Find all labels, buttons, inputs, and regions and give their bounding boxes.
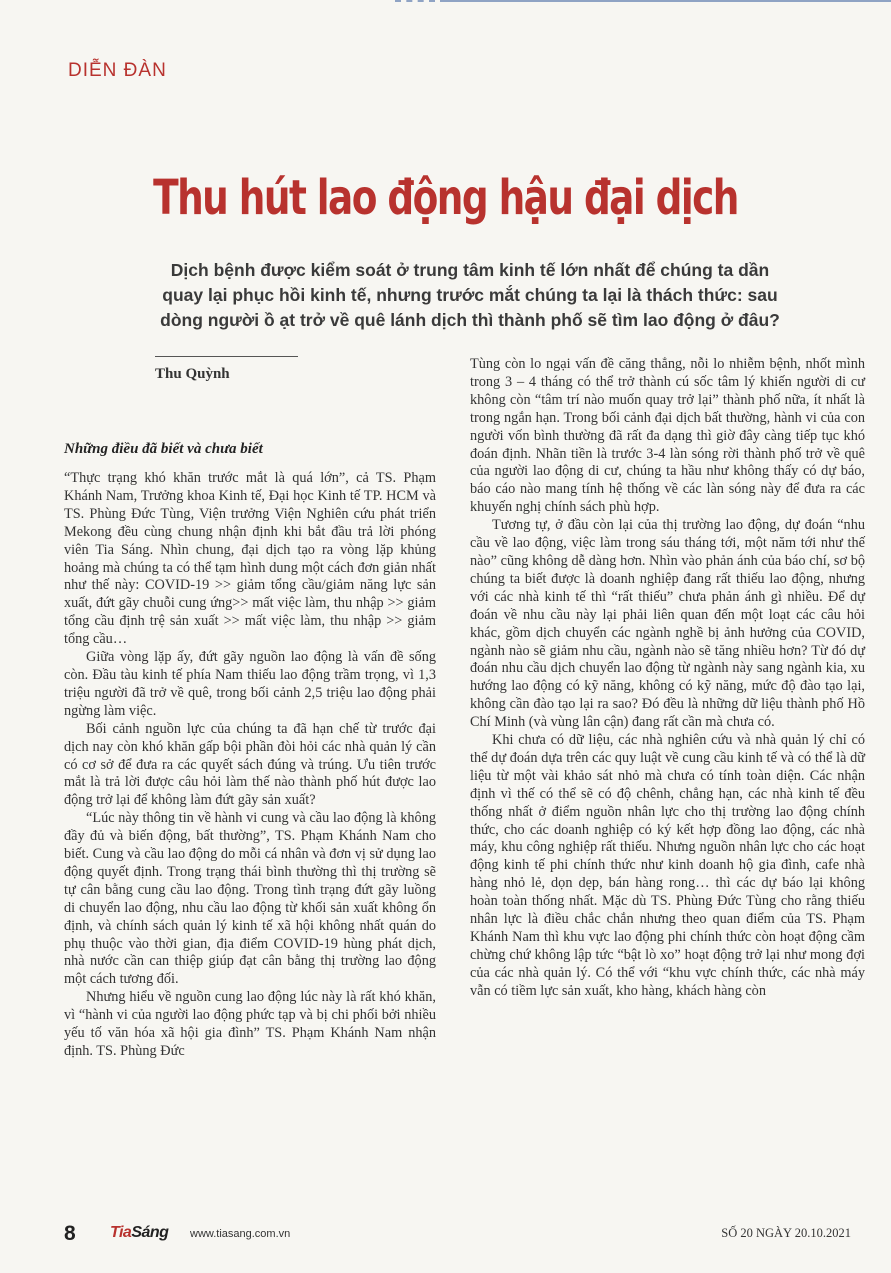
page-number: 8 (64, 1222, 76, 1245)
paragraph: Giữa vòng lặp ấy, đứt gãy nguồn lao động là vấn đề sống còn. Đầu tàu kinh tế phía Nam thiếu lao động trầm trọng, vì 1,3 triệu người đã trở về quê, trong bối cảnh 2,5 triệu lao động phải ngừng làm việc. (64, 649, 436, 719)
section-subheading: Những điều đã biết và chưa biết (64, 441, 263, 457)
paragraph: Tùng còn lo ngại vấn đề căng thẳng, nỗi lo nhiễm bệnh, nhốt mình trong 3 – 4 tháng có thể trở thành cú sốc tâm lý khiến người di cư không còn “tâm trí nào muốn quay trở lại” thành phố nữa, ít nhất là trong ngắn hạn. Trong bối cảnh đại dịch bất thường, hành vi của con người vốn bình thường đã rất đa dạng thì giờ đây càng tiếp tục khó đoán định. Nhãn tiền là trước 3-4 làn sóng rời thành phố trở về quê của người lao động di cư, chúng ta hầu như không thấy có dự báo, báo cáo nào mang tính hệ thống về các làn sóng này để đưa ra các khuyến nghị chính sách phù hợp. (470, 356, 865, 516)
top-rule (440, 0, 891, 2)
article-lead: Dịch bệnh được kiểm soát ở trung tâm kinh tế lớn nhất để chúng ta dần quay lại phục hồi kinh tế, nhưng trước mắt chúng ta lại là thách thức: sau dòng người ồ ạt trở về quê lánh dịch thì thành phố sẽ tìm lao động ở đâu? (160, 260, 780, 330)
paragraph: Khi chưa có dữ liệu, các nhà nghiên cứu và nhà quản lý chỉ có thể dự đoán dựa trên các quy luật về cung cầu kinh tế và có thể là dữ liệu từ một vài khảo sát nhỏ mà chưa có tính toàn diện. Các nhận định vì thế có thể sẽ có độ chênh, chẳng hạn, các nhà kinh tế đều thống nhất ở điểm nguồn nhân lực cho thị trường lao động chính thức, cho các doanh nghiệp có ký kết hợp đồng lao động, các nhà máy, khu công nghiệp rất thiếu. Nhưng nguồn nhân lực cho các hoạt động kinh tế phi chính thức như kinh doanh hộ gia đình, cafe nhà hàng nhỏ lẻ, dọn dẹp, bán hàng rong… thì các dự báo lại không hoàn toàn thống nhất. Mặc dù TS. Phùng Đức Tùng cho rằng thiếu nhân lực là điều chắc chắn nhưng theo quan điểm của TS. Phạm Khánh Nam thì khu vực lao động phi chính thức còn hoạt động cầm chừng chứ không lập tức “bật lò xo” hoạt động trở lại như mong đợi của các nhà quản lý. Có thể với “khu vực chính thức, các nhà máy vẫn có tiềm lực sản xuất, kho hàng, khách hàng còn (470, 732, 865, 999)
paragraph: Bối cảnh nguồn lực của chúng ta đã hạn chế từ trước đại dịch nay còn khó khăn gấp bội phần đòi hỏi các nhà quản lý cần có cơ sở để đưa ra các quyết sách đúng và trúng. Ưu tiên trước mắt là trả lời được câu hỏi làm thế nào thành phố hút được lao động trở lại để không làm đứt gãy sản xuất? (64, 720, 436, 809)
top-dashed-rule (395, 0, 435, 4)
paragraph: Tương tự, ở đầu còn lại của thị trường lao động, dự đoán “nhu cầu về lao động, việc làm trong sáu tháng tới, một năm tới như thế nào” cũng không dễ dàng hơn. Nhìn vào phản ánh của báo chí, sơ bộ chúng ta biết được là doanh nghiệp đang rất thiếu lao động, nhưng với các nhà kinh tế thì “rất thiếu” chưa phản ánh gì nhiều. Để dự đoán về nhu cầu này lại phải liên quan đến một loạt các câu hỏi khác, gồm dịch chuyển các ngành nghề bị ảnh hưởng của COVID, ngành nào sẽ giảm nhu cầu, ngành nào sẽ tăng nhiều hơn? Từ đó dự đoán nhu cầu dịch chuyển lao động từ ngành này sang ngành kia, xu hướng lao động có kỹ năng, không có kỹ năng, mức độ đào tạo lại, không cần đào tạo lại ra sao? Đó đều là những dữ liệu thành phố Hồ Chí Minh (và vùng lân cận) đang rất cần mà chưa có. (470, 517, 865, 731)
body-column-right (470, 356, 865, 1001)
paragraph: Nhưng hiểu về nguồn cung lao động lúc này là rất khó khăn, vì “hành vi của người lao động phức tạp và bị chi phối bởi nhiều yếu tố văn hóa xã hội gia đình” TS. Phạm Khánh Nam nhận định. TS. Phùng Đức (64, 989, 436, 1059)
section-label: DIỄN ĐÀN (68, 60, 167, 81)
page-footer (0, 1222, 891, 1252)
paragraph: “Lúc này thông tin về hành vi cung và cầu lao động là không đầy đủ và biến động, bất thường”, TS. Phạm Khánh Nam cho biết. Cung và cầu lao động do mỗi cá nhân và đơn vị sử dụng lao động quyết định. Trong trạng thái bình thường thì thị trường sẽ tự cân bằng cung cầu lao động. Trong tình trạng đứt gãy luồng di chuyển lao động, nhu cầu lao động từ khối sản xuất không ổn định, và chính sách quản lý kinh tế xã hội không nhất quán do phụ thuộc vào thời gian, địa điểm COVID-19 hùng phát dịch, nhà nước cần can thiệp giúp đạt cân bằng thị trường lao động một cách tương đối. (64, 810, 436, 988)
website-link[interactable]: www.tiasang.com.vn (190, 1228, 291, 1240)
publication-logo: TiaSáng (110, 1224, 169, 1241)
article-title: Thu hút lao động hậu đại dịch (153, 170, 738, 226)
author-name: Thu Quỳnh (155, 366, 230, 382)
paragraph: “Thực trạng khó khăn trước mắt là quá lớn”, cả TS. Phạm Khánh Nam, Trưởng khoa Kinh tế, Đại học Kinh tế TP. HCM và TS. Phùng Đức Tùng, Viện trưởng Viện Nghiên cứu phát triển Mekong đều cùng chung nhận định khi bắt đầu trả lời phóng viên Tia Sáng. Nhìn chung, đại dịch tạo ra vòng lặp khủng hoảng mà chúng ta có thể tạm hình dung một cách đơn giản nhất như thế này: COVID-19 >> giảm tổng cầu/giảm năng lực sản xuất, đứt gãy chuỗi cung ứng>> mất việc làm, thu nhập >> giảm tổng cầu định trệ sản xuất >> mất việc làm, thu nhập >> giảm tổng cầu… (64, 470, 436, 648)
author-divider (155, 356, 298, 357)
body-column-left (64, 470, 436, 1061)
issue-date: SỐ 20 NGÀY 20.10.2021 (721, 1226, 851, 1240)
